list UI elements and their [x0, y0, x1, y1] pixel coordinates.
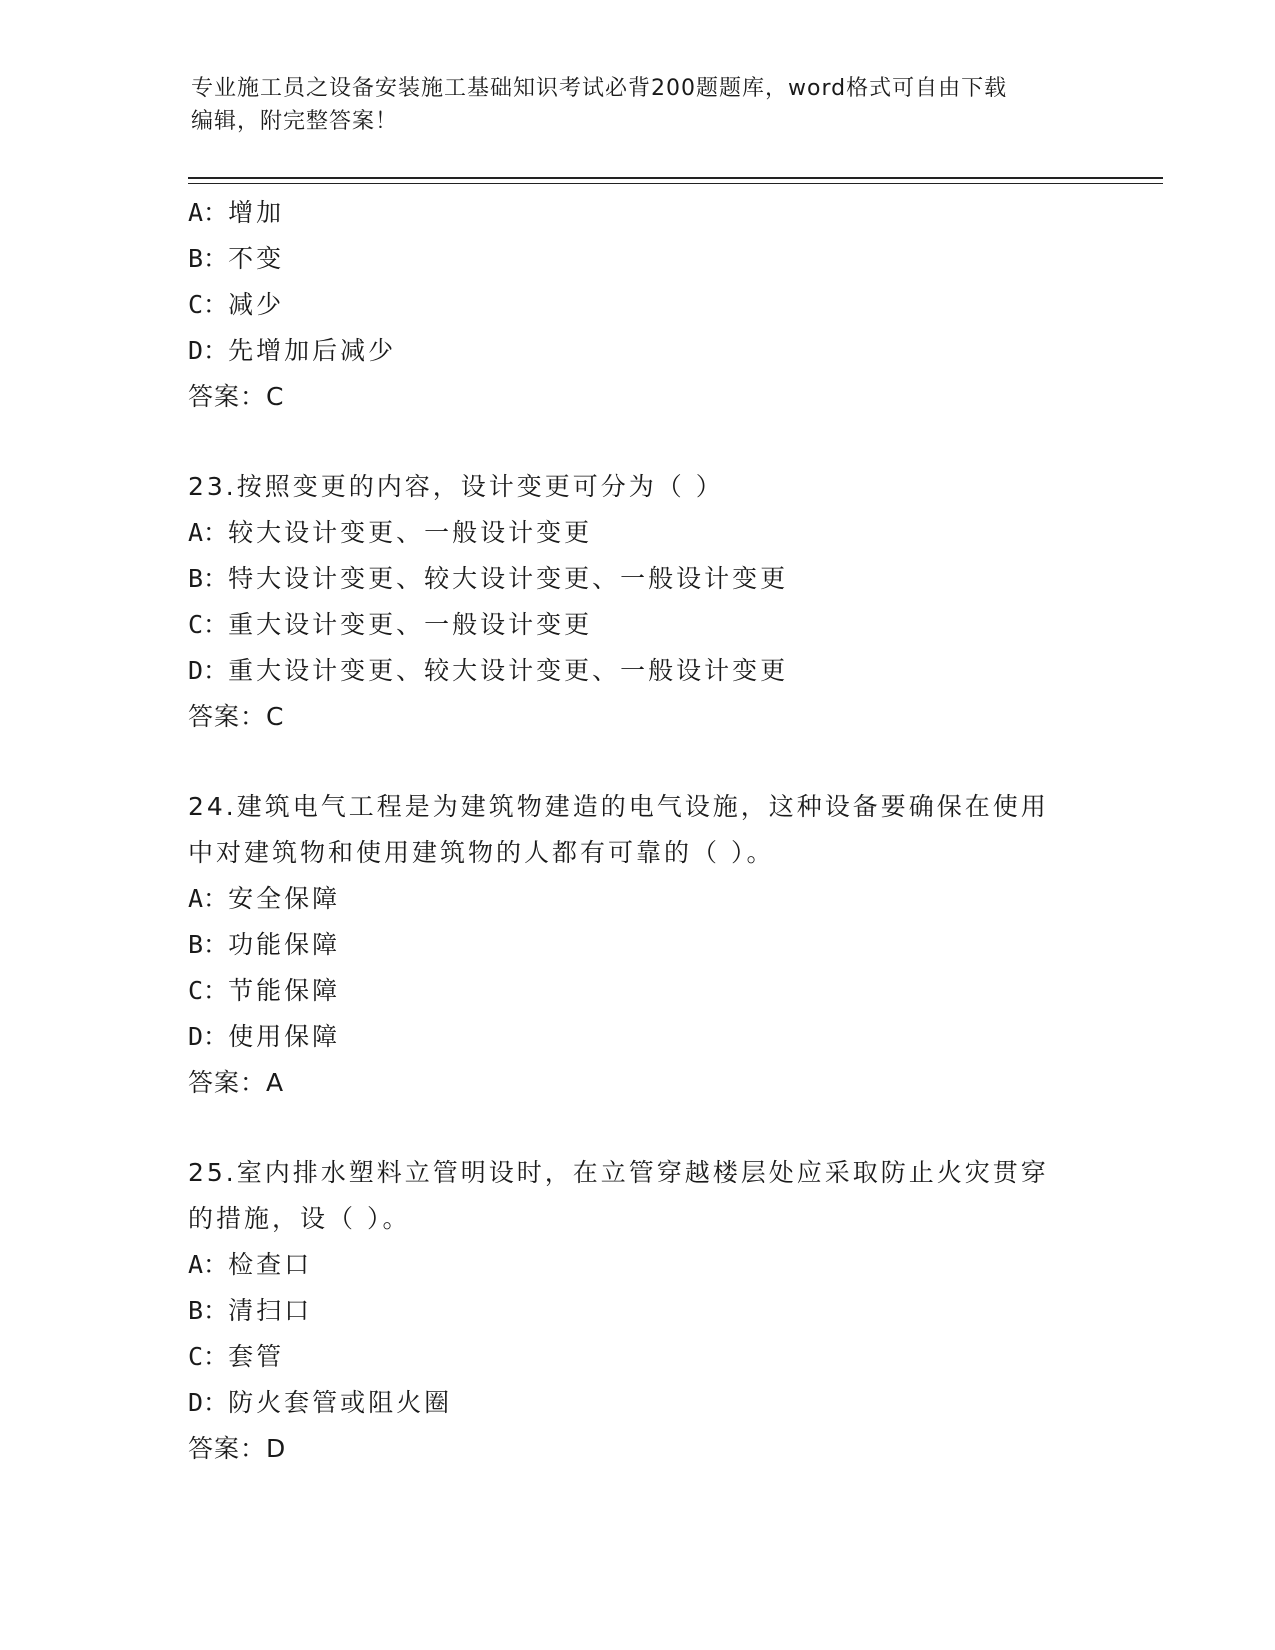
question-stem-line-1: 24.建筑电气工程是为建筑物建造的电气设施，这种设备要确保在使用 — [188, 792, 1049, 821]
option-a: A：安全保障 — [188, 884, 341, 913]
answer-line: 答案：D — [188, 1434, 287, 1463]
question-stem-line-2: 中对建筑物和使用建筑物的人都有可靠的（ ）。 — [188, 838, 775, 867]
option-b: B：不变 — [188, 244, 285, 273]
option-c: C：节能保障 — [188, 976, 341, 1005]
answer-line: 答案：C — [188, 382, 285, 411]
option-d: D：使用保障 — [188, 1022, 341, 1051]
question-content — [188, 190, 1108, 1472]
question-24 — [188, 784, 1108, 1106]
option-d: D：先增加后减少 — [188, 336, 397, 365]
option-c: C：重大设计变更、一般设计变更 — [188, 610, 593, 639]
answer-line: 答案：C — [188, 702, 285, 731]
option-a: A：较大设计变更、一般设计变更 — [188, 518, 593, 547]
question-stem-line-2: 的措施，设（ ）。 — [188, 1204, 411, 1233]
question-23 — [188, 464, 1108, 740]
answer-line: 答案：A — [188, 1068, 285, 1097]
header-divider-thin — [188, 183, 1163, 184]
question-stem-line-1: 25.室内排水塑料立管明设时，在立管穿越楼层处应采取防止火灾贯穿 — [188, 1158, 1049, 1187]
question-gap — [188, 420, 1108, 464]
header-line-2: 编辑，附完整答案！ — [191, 109, 399, 134]
option-d: D：重大设计变更、较大设计变更、一般设计变更 — [188, 656, 789, 685]
option-b: B：功能保障 — [188, 930, 341, 959]
question-gap — [188, 740, 1108, 784]
option-a: A：检查口 — [188, 1250, 313, 1279]
option-a: A：增加 — [188, 198, 285, 227]
question-stem: 23.按照变更的内容，设计变更可分为（ ） — [188, 472, 724, 501]
option-b: B：清扫口 — [188, 1296, 313, 1325]
option-c: C：减少 — [188, 290, 285, 319]
option-b: B：特大设计变更、较大设计变更、一般设计变更 — [188, 564, 789, 593]
option-d: D：防火套管或阻火圈 — [188, 1388, 453, 1417]
question-22 — [188, 190, 1108, 420]
question-25 — [188, 1150, 1108, 1472]
question-gap — [188, 1106, 1108, 1150]
header-divider-thick — [188, 177, 1163, 179]
document-header — [191, 72, 1091, 138]
header-line-1: 专业施工员之设备安装施工基础知识考试必背200题题库，word格式可自由下载 — [191, 76, 1008, 101]
option-c: C：套管 — [188, 1342, 285, 1371]
